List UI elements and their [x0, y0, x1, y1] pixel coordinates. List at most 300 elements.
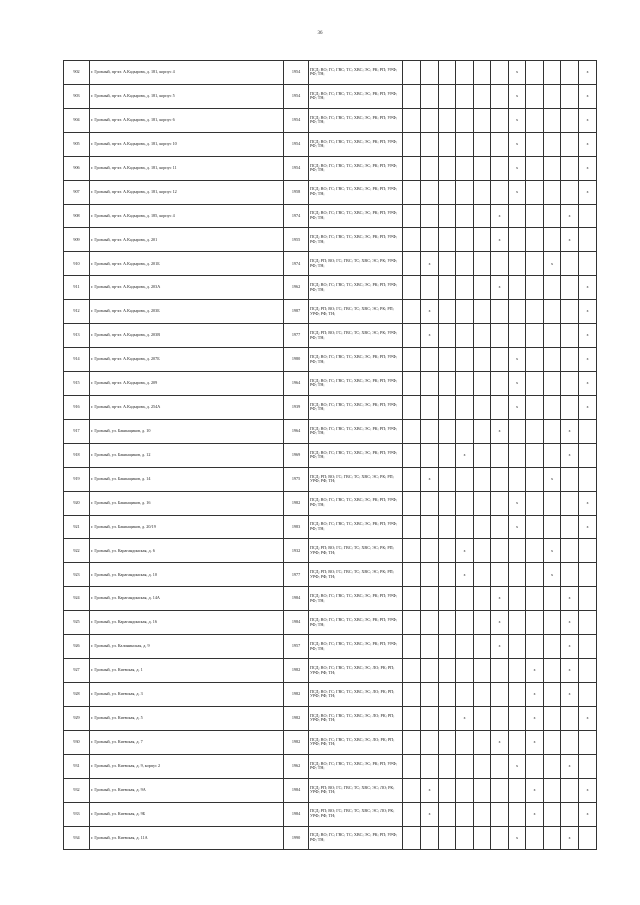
mark-cell: [421, 491, 439, 515]
mark-cell: [561, 324, 579, 348]
table-row: [64, 156, 597, 180]
mark-cell: х: [579, 156, 597, 180]
mark-cell: [526, 443, 544, 467]
mark-cell: [544, 730, 561, 754]
mark-cell: [579, 443, 597, 467]
mark-cell: х: [561, 204, 579, 228]
table-row: [64, 395, 597, 419]
year-built-cell: 1984: [284, 587, 309, 611]
works-list-cell: ПСД; ВО; ГС; ГВС; ТС; ХВС; ЭС; РК; РП; УРФ; РФ; ТН;: [309, 587, 403, 611]
year-built-cell: 1954: [284, 61, 309, 85]
mark-cell: [544, 204, 561, 228]
mark-cell: [561, 132, 579, 156]
mark-cell: [456, 659, 474, 683]
mark-cell: [403, 204, 421, 228]
works-list-cell: ПСД; РП; ВО; ГС; ГВС; ТС; ХВС; ЭС; РК; УРФ; РФ; ТН;: [309, 324, 403, 348]
mark-cell: [544, 156, 561, 180]
mark-cell: [526, 371, 544, 395]
address-cell: г. Грозный, ул. Бакинщиков, д. 20/19: [90, 515, 284, 539]
mark-cell: х: [561, 826, 579, 850]
mark-cell: [579, 587, 597, 611]
mark-cell: х: [561, 419, 579, 443]
mark-cell: [491, 61, 509, 85]
address-cell: г. Грозный, ул. Карагандинская, д. 14А: [90, 587, 284, 611]
mark-cell: [509, 802, 526, 826]
table-row: [64, 515, 597, 539]
works-list-cell: ПСД; ВО; ГС; ГВС; ТС; ХВС; ЭС; ЛО; РК; РП; УРФ; РФ; ТН;: [309, 730, 403, 754]
mark-cell: [474, 682, 491, 706]
mark-cell: [526, 204, 544, 228]
mark-cell: [403, 228, 421, 252]
mark-cell: [526, 467, 544, 491]
year-built-cell: 1984: [284, 611, 309, 635]
mark-cell: [509, 443, 526, 467]
works-list-cell: ПСД; ВО; ГС; ГВС; ТС; ХВС; ЭС; РК; РП; УРФ; РФ; ТН;: [309, 132, 403, 156]
mark-cell: [456, 802, 474, 826]
row-number-cell: 923: [64, 563, 90, 587]
year-built-cell: 1987: [284, 300, 309, 324]
row-number-cell: 926: [64, 635, 90, 659]
mark-cell: [403, 659, 421, 683]
mark-cell: [403, 778, 421, 802]
address-cell: г. Грозный, пр-кт. А.Кадырова, д. 181, корпус 6: [90, 108, 284, 132]
mark-cell: [474, 491, 491, 515]
mark-cell: х: [456, 563, 474, 587]
mark-cell: х: [579, 108, 597, 132]
mark-cell: [439, 587, 456, 611]
mark-cell: [509, 276, 526, 300]
year-built-cell: 1954: [284, 132, 309, 156]
year-built-cell: 1982: [284, 491, 309, 515]
mark-cell: [474, 635, 491, 659]
mark-cell: [561, 467, 579, 491]
mark-cell: [403, 706, 421, 730]
mark-cell: [474, 563, 491, 587]
row-number-cell: 909: [64, 228, 90, 252]
mark-cell: [421, 61, 439, 85]
row-number-cell: 907: [64, 180, 90, 204]
mark-cell: [421, 563, 439, 587]
works-list-cell: ПСД; ВО; ГС; ГВС; ТС; ХВС; ЭС; РК; РП; УРФ; РФ; ТН;: [309, 204, 403, 228]
year-built-cell: 1964: [284, 371, 309, 395]
mark-cell: [456, 180, 474, 204]
mark-cell: [579, 611, 597, 635]
mark-cell: х: [544, 252, 561, 276]
mark-cell: [579, 252, 597, 276]
mark-cell: [474, 443, 491, 467]
mark-cell: [526, 108, 544, 132]
year-built-cell: 1954: [284, 108, 309, 132]
table-row: [64, 802, 597, 826]
address-cell: г. Грозный, ул. Киевская, д. 1: [90, 659, 284, 683]
mark-cell: [509, 706, 526, 730]
year-built-cell: 1984: [284, 802, 309, 826]
table-row: [64, 61, 597, 85]
mark-cell: [526, 611, 544, 635]
mark-cell: [526, 276, 544, 300]
mark-cell: [456, 491, 474, 515]
mark-cell: [439, 826, 456, 850]
mark-cell: [421, 611, 439, 635]
mark-cell: [491, 132, 509, 156]
mark-cell: [439, 132, 456, 156]
mark-cell: [421, 587, 439, 611]
year-built-cell: 1980: [284, 348, 309, 372]
mark-cell: [421, 371, 439, 395]
mark-cell: [491, 515, 509, 539]
row-number-cell: 906: [64, 156, 90, 180]
mark-cell: [579, 730, 597, 754]
mark-cell: [491, 682, 509, 706]
mark-cell: [403, 156, 421, 180]
table-row: [64, 778, 597, 802]
table-row: [64, 108, 597, 132]
mark-cell: [491, 108, 509, 132]
mark-cell: [491, 826, 509, 850]
mark-cell: [474, 611, 491, 635]
mark-cell: [579, 419, 597, 443]
mark-cell: [509, 659, 526, 683]
mark-cell: [439, 730, 456, 754]
mark-cell: х: [509, 371, 526, 395]
table-row: [64, 682, 597, 706]
row-number-cell: 914: [64, 348, 90, 372]
row-number-cell: 928: [64, 682, 90, 706]
address-cell: г. Грозный, ул. Бакинщиков, д. 10: [90, 419, 284, 443]
mark-cell: х: [561, 635, 579, 659]
mark-cell: [421, 539, 439, 563]
mark-cell: [579, 659, 597, 683]
year-built-cell: 1962: [284, 276, 309, 300]
works-list-cell: ПСД; РП; ВО; ГС; ГВС; ТС; ХВС; ЭС; РК; РП; УРФ; РФ; ТН;: [309, 563, 403, 587]
mark-cell: [491, 802, 509, 826]
mark-cell: [456, 276, 474, 300]
address-cell: г. Грозный, ул. Калининская, д. 9: [90, 635, 284, 659]
mark-cell: [491, 180, 509, 204]
mark-cell: [579, 635, 597, 659]
mark-cell: [456, 324, 474, 348]
address-cell: г. Грозный, ул. Бакинщиков, д. 12: [90, 443, 284, 467]
works-list-cell: ПСД; ВО; ГС; ГВС; ТС; ХВС; ЭС; РК; РП; УРФ; РФ; ТН;: [309, 156, 403, 180]
mark-cell: х: [491, 611, 509, 635]
mark-cell: х: [421, 467, 439, 491]
mark-cell: х: [456, 539, 474, 563]
mark-cell: [456, 61, 474, 85]
mark-cell: х: [491, 276, 509, 300]
works-list-cell: ПСД; РП; ВО; ГС; ГВС; ТС; ХВС; ЭС; РК; РП; УРФ; РФ; ТН;: [309, 467, 403, 491]
row-number-cell: 924: [64, 587, 90, 611]
row-number-cell: 903: [64, 84, 90, 108]
mark-cell: [474, 108, 491, 132]
mark-cell: [491, 467, 509, 491]
mark-cell: [526, 754, 544, 778]
mark-cell: [561, 539, 579, 563]
mark-cell: [561, 371, 579, 395]
mark-cell: [403, 61, 421, 85]
mark-cell: [403, 252, 421, 276]
housing-registry-table: [63, 60, 597, 850]
mark-cell: х: [509, 395, 526, 419]
mark-cell: х: [526, 706, 544, 730]
mark-cell: [579, 228, 597, 252]
mark-cell: [526, 539, 544, 563]
mark-cell: [421, 108, 439, 132]
row-number-cell: 922: [64, 539, 90, 563]
table-row: [64, 826, 597, 850]
mark-cell: [561, 276, 579, 300]
address-cell: г. Грозный, пр-кт. А.Кадырова, д. 201Б: [90, 252, 284, 276]
mark-cell: [474, 156, 491, 180]
mark-cell: [474, 826, 491, 850]
year-built-cell: 1974: [284, 204, 309, 228]
works-list-cell: ПСД; ВО; ГС; ГВС; ТС; ХВС; ЭС; РК; РП; УРФ; РФ; ТН;: [309, 754, 403, 778]
address-cell: г. Грозный, пр-кт. А.Кадырова, д. 207Б: [90, 348, 284, 372]
mark-cell: [456, 204, 474, 228]
mark-cell: [439, 659, 456, 683]
address-cell: г. Грозный, ул. Карагандинская, д. 6: [90, 539, 284, 563]
mark-cell: [544, 61, 561, 85]
mark-cell: [421, 682, 439, 706]
mark-cell: [403, 467, 421, 491]
mark-cell: [439, 778, 456, 802]
mark-cell: [456, 635, 474, 659]
mark-cell: [403, 682, 421, 706]
mark-cell: [439, 324, 456, 348]
mark-cell: [439, 228, 456, 252]
row-number-cell: 927: [64, 659, 90, 683]
mark-cell: х: [491, 635, 509, 659]
mark-cell: [456, 587, 474, 611]
mark-cell: [579, 204, 597, 228]
mark-cell: [403, 108, 421, 132]
works-list-cell: ПСД; ВО; ГС; ГВС; ТС; ХВС; ЭС; ЛО; РК; РП; УРФ; РФ; ТН;: [309, 682, 403, 706]
mark-cell: х: [421, 252, 439, 276]
mark-cell: [491, 539, 509, 563]
address-cell: г. Грозный, пр-кт. А.Кадырова, д. 203В: [90, 324, 284, 348]
table-row: [64, 491, 597, 515]
mark-cell: х: [491, 587, 509, 611]
mark-cell: х: [579, 132, 597, 156]
mark-cell: [439, 156, 456, 180]
mark-cell: [421, 228, 439, 252]
year-built-cell: 1964: [284, 419, 309, 443]
address-cell: г. Грозный, пр-кт. А.Кадырова, д. 201: [90, 228, 284, 252]
mark-cell: [439, 706, 456, 730]
mark-cell: [456, 132, 474, 156]
mark-cell: х: [579, 84, 597, 108]
mark-cell: х: [579, 371, 597, 395]
row-number-cell: 921: [64, 515, 90, 539]
row-number-cell: 925: [64, 611, 90, 635]
mark-cell: [526, 395, 544, 419]
mark-cell: [439, 467, 456, 491]
mark-cell: [526, 180, 544, 204]
mark-cell: [456, 754, 474, 778]
mark-cell: [474, 587, 491, 611]
address-cell: г. Грозный, пр-кт. А.Кадырова, д. 209: [90, 371, 284, 395]
mark-cell: [421, 180, 439, 204]
mark-cell: [403, 395, 421, 419]
mark-cell: [439, 395, 456, 419]
mark-cell: х: [456, 443, 474, 467]
mark-cell: [509, 324, 526, 348]
mark-cell: [561, 252, 579, 276]
mark-cell: [403, 587, 421, 611]
mark-cell: [456, 252, 474, 276]
mark-cell: х: [579, 61, 597, 85]
row-number-cell: 905: [64, 132, 90, 156]
mark-cell: [403, 491, 421, 515]
mark-cell: х: [509, 180, 526, 204]
mark-cell: х: [579, 491, 597, 515]
mark-cell: [474, 730, 491, 754]
mark-cell: х: [561, 443, 579, 467]
mark-cell: [456, 778, 474, 802]
mark-cell: [439, 276, 456, 300]
mark-cell: [403, 611, 421, 635]
table-row: [64, 324, 597, 348]
mark-cell: [579, 682, 597, 706]
mark-cell: [439, 515, 456, 539]
year-built-cell: 1977: [284, 563, 309, 587]
mark-cell: [474, 132, 491, 156]
mark-cell: [439, 84, 456, 108]
mark-cell: х: [509, 515, 526, 539]
mark-cell: [456, 84, 474, 108]
mark-cell: [403, 754, 421, 778]
mark-cell: [491, 371, 509, 395]
mark-cell: [403, 84, 421, 108]
mark-cell: [491, 324, 509, 348]
row-number-cell: 934: [64, 826, 90, 850]
table-row: [64, 587, 597, 611]
year-built-cell: 1982: [284, 659, 309, 683]
mark-cell: [474, 180, 491, 204]
mark-cell: [439, 419, 456, 443]
mark-cell: х: [509, 61, 526, 85]
works-list-cell: ПСД; ВО; ГС; ГВС; ТС; ХВС; ЭС; РК; РП; УРФ; РФ; ТН;: [309, 826, 403, 850]
row-number-cell: 918: [64, 443, 90, 467]
table-row: [64, 563, 597, 587]
mark-cell: [509, 419, 526, 443]
mark-cell: [491, 706, 509, 730]
mark-cell: [544, 371, 561, 395]
table-row: [64, 371, 597, 395]
address-cell: г. Грозный, ул. Карагандинская, д. 16: [90, 611, 284, 635]
mark-cell: [561, 180, 579, 204]
mark-cell: [491, 300, 509, 324]
year-built-cell: 1932: [284, 539, 309, 563]
row-number-cell: 913: [64, 324, 90, 348]
mark-cell: [474, 300, 491, 324]
works-list-cell: ПСД; ВО; ГС; ГВС; ТС; ХВС; ЭС; ЛО; РК; РП; УРФ; РФ; ТН;: [309, 706, 403, 730]
works-list-cell: ПСД; РП; ВО; ГС; ГВС; ТС; ХВС; ЭС; ЛО; РК; УРФ; РФ; ТН;: [309, 802, 403, 826]
mark-cell: х: [561, 587, 579, 611]
mark-cell: [439, 563, 456, 587]
mark-cell: [474, 84, 491, 108]
mark-cell: [544, 587, 561, 611]
row-number-cell: 932: [64, 778, 90, 802]
mark-cell: [474, 395, 491, 419]
mark-cell: [439, 61, 456, 85]
mark-cell: х: [544, 467, 561, 491]
mark-cell: [561, 778, 579, 802]
mark-cell: [526, 252, 544, 276]
mark-cell: [403, 443, 421, 467]
mark-cell: [579, 754, 597, 778]
mark-cell: [526, 491, 544, 515]
mark-cell: [526, 61, 544, 85]
mark-cell: [474, 61, 491, 85]
address-cell: г. Грозный, ул. Киевская, д. 7: [90, 730, 284, 754]
mark-cell: х: [526, 730, 544, 754]
mark-cell: [421, 443, 439, 467]
address-cell: г. Грозный, ул. Киевская, д. 9Б: [90, 802, 284, 826]
mark-cell: [421, 84, 439, 108]
row-number-cell: 911: [64, 276, 90, 300]
mark-cell: х: [421, 300, 439, 324]
works-list-cell: ПСД; ВО; ГС; ГВС; ТС; ХВС; ЭС; РК; РП; УРФ; РФ; ТН;: [309, 108, 403, 132]
mark-cell: х: [509, 108, 526, 132]
mark-cell: [456, 467, 474, 491]
mark-cell: х: [579, 706, 597, 730]
mark-cell: х: [579, 515, 597, 539]
mark-cell: [456, 515, 474, 539]
row-number-cell: 902: [64, 61, 90, 85]
mark-cell: [456, 826, 474, 850]
mark-cell: [561, 156, 579, 180]
year-built-cell: 1954: [284, 84, 309, 108]
mark-cell: [509, 228, 526, 252]
mark-cell: [403, 730, 421, 754]
mark-cell: [421, 706, 439, 730]
mark-cell: [544, 826, 561, 850]
mark-cell: [579, 826, 597, 850]
mark-cell: [544, 180, 561, 204]
mark-cell: [544, 659, 561, 683]
mark-cell: [403, 802, 421, 826]
mark-cell: [561, 730, 579, 754]
table-row: [64, 730, 597, 754]
registry-body: [64, 61, 597, 850]
mark-cell: х: [579, 395, 597, 419]
mark-cell: [456, 156, 474, 180]
mark-cell: [456, 300, 474, 324]
address-cell: г. Грозный, пр-кт. А.Кадырова, д. 203Б: [90, 300, 284, 324]
mark-cell: [439, 611, 456, 635]
mark-cell: х: [421, 802, 439, 826]
mark-cell: [544, 348, 561, 372]
mark-cell: [526, 84, 544, 108]
mark-cell: х: [491, 204, 509, 228]
mark-cell: [579, 563, 597, 587]
mark-cell: [403, 276, 421, 300]
mark-cell: [421, 204, 439, 228]
mark-cell: х: [561, 682, 579, 706]
mark-cell: х: [579, 348, 597, 372]
address-cell: г. Грозный, пр-кт. А.Кадырова, д. 254А: [90, 395, 284, 419]
mark-cell: [544, 802, 561, 826]
row-number-cell: 929: [64, 706, 90, 730]
mark-cell: [491, 778, 509, 802]
mark-cell: [421, 730, 439, 754]
address-cell: г. Грозный, пр-кт. А.Кадырова, д. 185, корпус 4: [90, 204, 284, 228]
table-row: [64, 443, 597, 467]
year-built-cell: 1958: [284, 180, 309, 204]
year-built-cell: 1982: [284, 730, 309, 754]
mark-cell: [421, 826, 439, 850]
mark-cell: х: [544, 563, 561, 587]
